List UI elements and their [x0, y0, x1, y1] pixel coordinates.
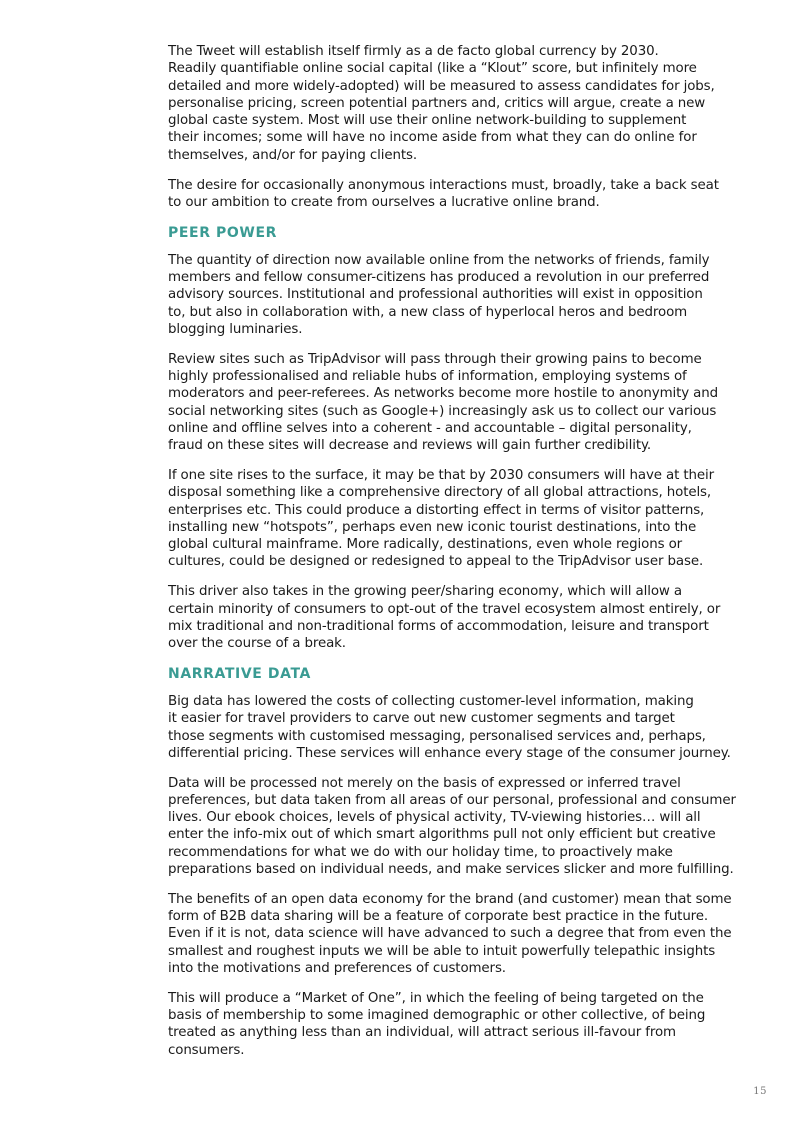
page-content: [168, 43, 768, 1072]
paragraph-big-data: Big data has lowered the costs of collecting customer-level information, making it easier for travel providers to carve out new customer segments and target those segments with customised messaging, personalised services and, perhaps, differential pricing. These services will enhance every stage of the consumer journey.: [168, 693, 731, 761]
paragraph-market-of-one: This will produce a “Market of One”, in which the feeling of being targeted on the basis of membership to some imagined demographic or other collective, of being treated as anything less than an individual, will attract serious ill-favour from consumers.: [168, 990, 706, 1058]
paragraph-review-sites: Review sites such as TripAdvisor will pass through their growing pains to become highly professionalised and reliable hubs of information, employing systems of moderators and peer-referees. As networks become more hostile to anonymity and social networking sites (such as Google+) increasingly ask us to collect our various online and offline selves into a coherent - and accountable – digital personality, fraud on these sites will decrease and reviews will gain further credibility.: [168, 351, 718, 454]
heading-peer-power: PEER POWER: [168, 224, 277, 241]
paragraph-sharing-economy: This driver also takes in the growing peer/sharing economy, which will allow a certain minority of consumers to opt-out of the travel ecosystem almost entirely, or mix traditional and non-traditional forms of accommodation, leisure and transport over the course of a break.: [168, 584, 721, 652]
page-number: 15: [753, 1086, 767, 1097]
paragraph-anonymous-interactions: The desire for occasionally anonymous interactions must, broadly, take a back seat to our ambition to create from ourselves a lucrative online brand.: [168, 177, 719, 210]
paragraph-one-site-rises: If one site rises to the surface, it may be that by 2030 consumers will have at their disposal something like a comprehensive directory of all global attractions, hotels, enterprises etc. This could produce a distorting effect in terms of visitor patterns, installing new “hotspots”, perhaps even new iconic tourist destinations, into the global cultural mainframe. More radically, destinations, even whole regions or cultures, could be designed or redesigned to appeal to the TripAdvisor user base.: [168, 467, 714, 570]
paragraph-tweet-currency: The Tweet will establish itself firmly as a de facto global currency by 2030. Readily quantifiable online social capital (like a “Klout” score, but infinitely more detailed and more widely-adopted) will be measured to assess candidates for jobs, personalise pricing, screen potential partners and, critics will argue, create a new global caste system. Most will use their online network-building to supplement their incomes; some will have no income aside from what they can do online for themselves, and/or for paying clients.: [168, 44, 715, 163]
heading-narrative-data: NARRATIVE DATA: [168, 665, 311, 682]
paragraph-data-processed: Data will be processed not merely on the basis of expressed or inferred travel preferences, but data taken from all areas of our personal, professional and consumer lives. Our ebook choices, levels of physical activity, TV-viewing histories… will all enter the info-mix out of which smart algorithms pull not only efficient but creative recommendations for what we do with our holiday time, to proactively make preparations based on individual needs, and make services slicker and more fulfilling.: [168, 775, 736, 878]
paragraph-open-data-economy: The benefits of an open data economy for the brand (and customer) mean that some form of B2B data sharing will be a feature of corporate best practice in the future. Even if it is not, data science will have advanced to such a degree that from even the smallest and roughest inputs we will be able to intuit powerfully telepathic insights into the motivations and preferences of customers.: [168, 891, 732, 977]
paragraph-direction-online: The quantity of direction now available online from the networks of friends, family members and fellow consumer-citizens has produced a revolution in our preferred advisory sources. Institutional and professional authorities will exist in opposition to, but also in collaboration with, a new class of hyperlocal heros and bedroom blogging luminaries.: [168, 252, 710, 337]
